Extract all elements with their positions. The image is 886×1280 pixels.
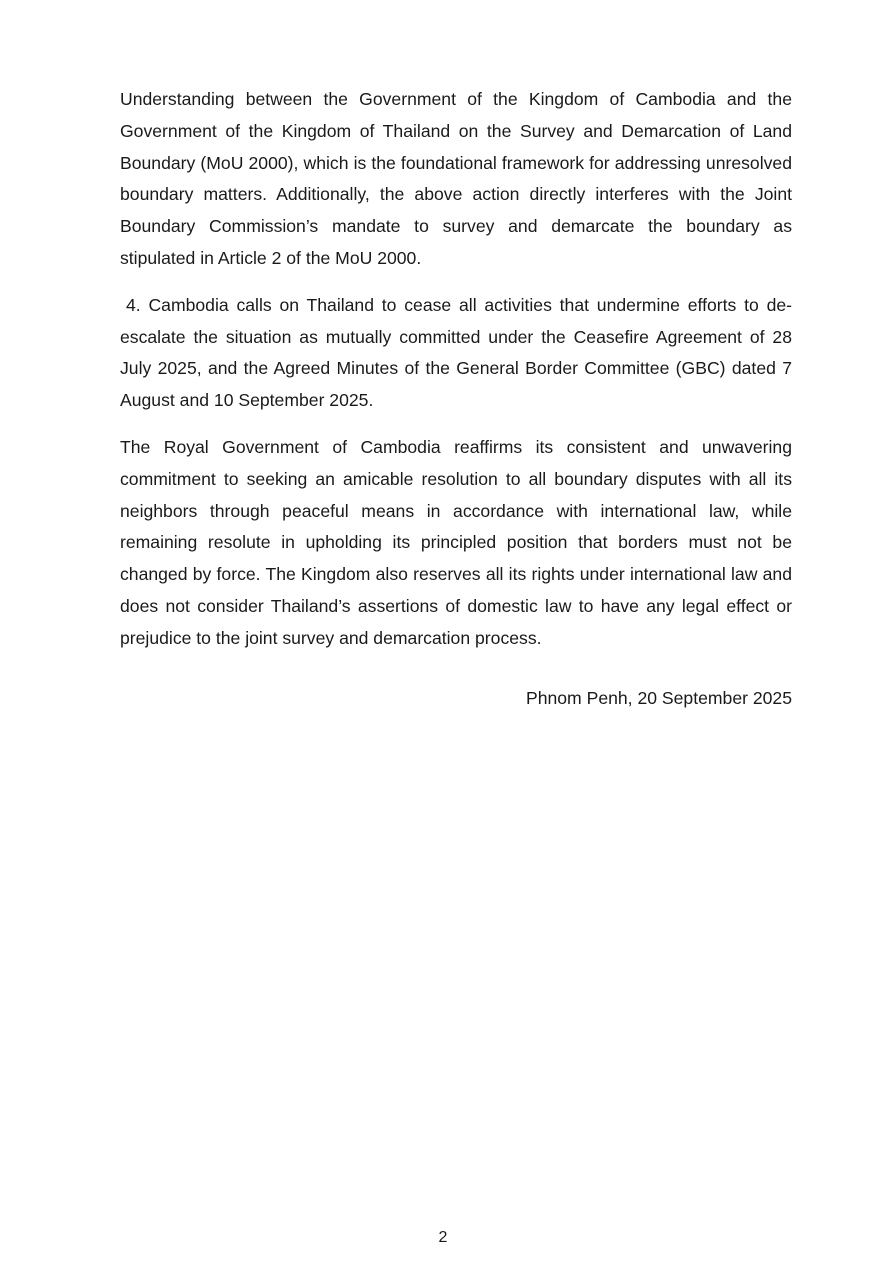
page-number: 2 <box>438 1229 448 1246</box>
paragraph-ceasefire-point-4: 4. Cambodia calls on Thailand to cease all activities that undermine efforts to de-escalate the situation as mutually committed under the Ceasefire Agreement of 28 July 2025, and the Agreed Minutes of the General Border Committee (GBC) dated 7 August and 10 September 2025. <box>120 294 792 411</box>
place-and-date: Phnom Penh, 20 September 2025 <box>525 687 792 708</box>
document-body <box>120 84 792 714</box>
paragraph-mou-2000: Understanding between the Government of the Kingdom of Cambodia and the Government of the Kingdom of Thailand on the Survey and Demarcation of Land Boundary (MoU 2000), which is the foundational framework for addressing unresolved boundary matters. Additionally, the above action directly interferes with the Joint Boundary Commission’s mandate to survey and demarcate the boundary as stipulated in Article 2 of the MoU 2000. <box>120 89 792 268</box>
paragraph-reaffirmation: The Royal Government of Cambodia reaffirms its consistent and unwavering commitment to seeking an amicable resolution to all boundary disputes with all its neighbors through peaceful means in accordance with international law, while remaining resolute in upholding its principled position that borders must not be changed by force. The Kingdom also reserves all its rights under international law and does not consider Thailand’s assertions of domestic law to have any legal effect or prejudice to the joint survey and demarcation process. <box>120 436 792 648</box>
